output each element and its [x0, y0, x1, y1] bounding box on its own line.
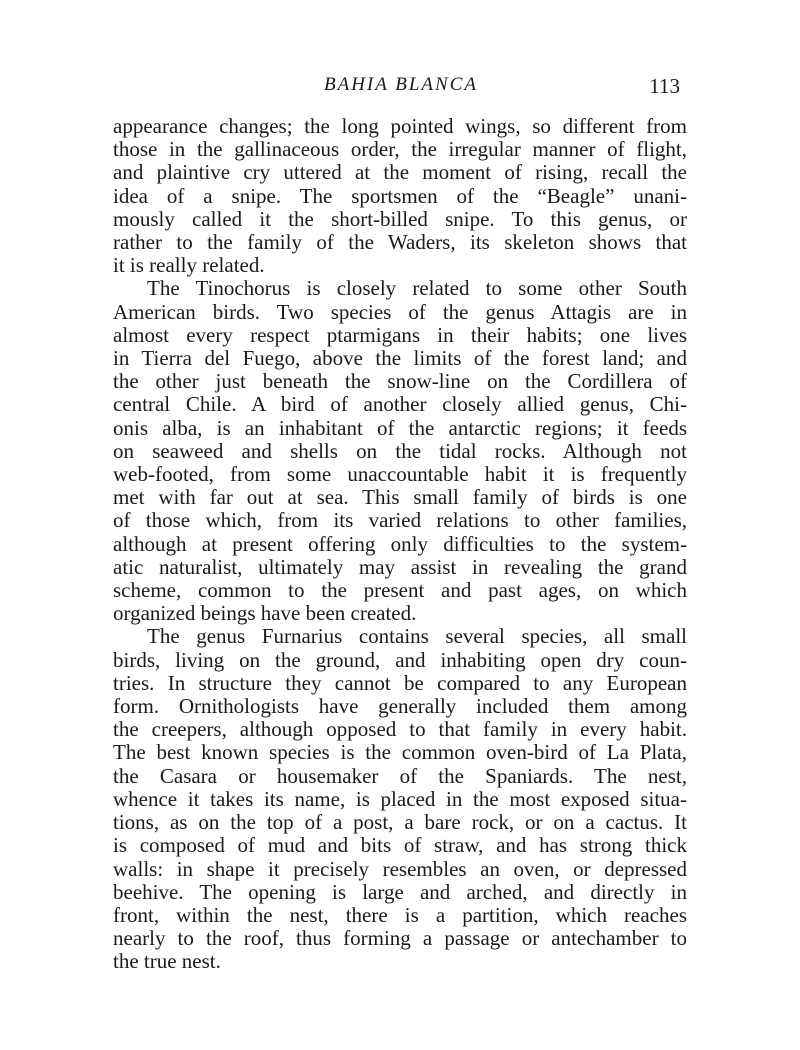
text-line: the creepers, although opposed to that family in every habit. [113, 717, 687, 742]
text-line: tions, as on the top of a post, a bare rock, or on a cactus. It [113, 810, 687, 835]
text-line: web-footed, from some unaccountable habit it is frequently [113, 462, 687, 487]
text-line: appearance changes; the long pointed wings, so different from [113, 114, 687, 138]
text-line: on seaweed and shells on the tidal rocks. Although not [113, 438, 687, 463]
text-line: is composed of mud and bits of straw, and has strong thick [113, 833, 687, 858]
text-line: The Tinochorus is closely related to some other South [147, 276, 687, 301]
text-line: tries. In structure they cannot be compared to any European [113, 670, 687, 695]
text-line: walls: in shape it precisely resembles an oven, or depressed [113, 856, 687, 881]
page-number: 113 [649, 74, 680, 98]
text-line: in Tierra del Fuego, above the limits of the forest land; and [113, 346, 687, 371]
text-line: those in the gallinaceous order, the irregular manner of flight, [113, 137, 687, 162]
text-line: although at present offering only difficulties to the system- [113, 531, 687, 556]
text-line: whence it takes its name, is placed in the most exposed situa- [113, 786, 687, 811]
text-line: onis alba, is an inhabitant of the antarctic regions; it feeds [113, 415, 687, 440]
text-line: idea of a snipe. The sportsmen of the “Beagle” unani- [113, 183, 687, 208]
running-title: BAHIA BLANCA [323, 74, 478, 95]
text-line: the true nest. [113, 949, 221, 974]
text-line: central Chile. A bird of another closely allied genus, Chi- [113, 392, 687, 417]
text-line: scheme, common to the present and past ages, on which [113, 578, 687, 603]
text-line: rather to the family of the Waders, its skeleton shows that [113, 230, 687, 255]
text-line: almost every respect ptarmigans in their habits; one lives [113, 322, 687, 347]
paragraph [113, 115, 687, 277]
text-line: The genus Furnarius contains several species, all small [147, 624, 687, 649]
text-line: and plaintive cry uttered at the moment of rising, recall the [113, 160, 687, 185]
text-line: American birds. Two species of the genus Attagis are in [113, 299, 687, 324]
text-line: met with far out at sea. This small family of birds is one [113, 485, 687, 510]
running-head [118, 74, 684, 102]
text-line: atic naturalist, ultimately may assist in revealing the grand [113, 554, 687, 579]
paragraph [113, 277, 687, 625]
text-line: the Casara or housemaker of the Spaniards. The nest, [113, 763, 687, 788]
text-line: birds, living on the ground, and inhabiting open dry coun- [113, 647, 687, 672]
text-line: front, within the nest, there is a partition, which reaches [113, 902, 687, 927]
text-line: beehive. The opening is large and arched, and directly in [113, 879, 687, 904]
text-line: it is really related. [113, 253, 265, 278]
text-line: mously called it the short-billed snipe. To this genus, or [113, 206, 687, 231]
text-line: The best known species is the common oven-bird of La Plata, [113, 740, 687, 765]
paragraph [113, 625, 687, 973]
text-line: the other just beneath the snow-line on the Cordillera of [113, 369, 687, 394]
text-line: organized beings have been created. [113, 601, 417, 626]
body-text [113, 115, 687, 974]
text-line: nearly to the roof, thus forming a passage or antechamber to [113, 926, 687, 951]
text-line: of those which, from its varied relations to other families, [113, 508, 687, 533]
text-line: form. Ornithologists have generally included them among [113, 694, 687, 719]
